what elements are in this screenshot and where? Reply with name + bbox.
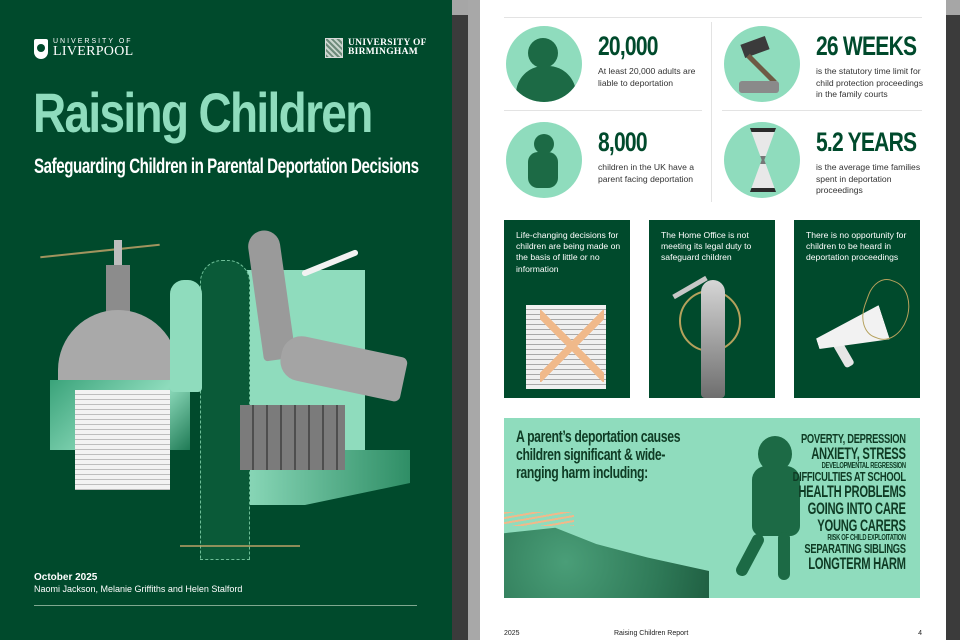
divider [504,17,922,18]
tan-scribble-icon [504,512,574,526]
terraced-houses-icon [240,405,345,470]
child-silhouette-icon [170,280,202,392]
stat-adults-liable [506,26,708,102]
logo-line: LIVERPOOL [53,44,134,59]
harm-item: RISK OF CHILD EXPLOITATION [827,533,906,542]
harm-heading: A parent’s deportation causes children significant & wide-ranging harm including: [516,427,681,483]
stat-description: children in the UK have a parent facing deportation [598,162,695,184]
card-text: Life-changing decisions for children are being made on the basis of little or no information [516,230,621,274]
stat-statutory-time-limit [724,26,945,102]
lady-justice-icon [701,280,725,398]
finding-card-information [504,220,630,398]
report-title: Raising Children [33,81,372,144]
stat-average-proceedings-time [724,122,945,198]
child-silhouette-icon [506,122,582,198]
harm-item: POVERTY, DEPRESSION [801,431,906,446]
hourglass-icon [724,122,800,198]
stat-children-affected [506,122,708,198]
infographic-page[interactable] [480,0,946,640]
cover-page[interactable] [0,0,452,640]
gavel-icon [724,26,800,102]
stat-value: 26 WEEKS [816,31,917,61]
finding-card-safeguarding [649,220,775,398]
harm-item: YOUNG CARERS [817,516,906,535]
liverpool-shield-icon [34,39,48,59]
stat-value: 5.2 YEARS [816,127,917,157]
stat-value: 8,000 [598,127,647,157]
university-of-liverpool-logo [34,38,133,59]
harm-item: LONGTERM HARM [808,554,906,573]
divider [722,110,922,111]
stat-description: At least 20,000 adults are liable to deportation [598,66,696,88]
report-subtitle: Safeguarding Children in Parental Deportation Decisions [34,155,419,178]
harm-item: GOING INTO CARE [807,499,906,518]
page-gap [468,0,480,640]
stat-description: is the average time families spent in deportation proceedings [816,162,921,195]
stat-value: 20,000 [598,31,658,61]
card-text: There is no opportunity for children to be heard in deportation proceedings [806,230,907,263]
university-of-birmingham-logo [325,38,427,58]
viewer-edge [946,0,960,15]
divider [504,110,702,111]
stat-description: is the statutory time limit for child protection proceedings in the family courts [816,66,924,99]
logo-line: UNIVERSITY OF [348,37,427,48]
finding-card-voice [794,220,920,398]
page-number: 4 [918,630,922,637]
key-findings-cards [504,220,920,398]
logo-line: UNIVERSITY OF [53,38,133,45]
harm-item: HEALTH PROBLEMS [798,482,906,501]
harm-panel [504,418,920,598]
cross-mark-icon [540,310,604,382]
harm-item: SEPARATING SIBLINGS [804,541,906,556]
harm-item: ANXIETY, STRESS [811,444,906,463]
stop-hand-icon [255,230,405,410]
publication-date: October 2025 [34,572,98,583]
harm-item: DEVELOPMENTAL REGRESSION [821,461,906,470]
paper-stack-icon [75,390,170,490]
footer-title: Raising Children Report [614,630,689,637]
authors: Naomi Jackson, Melanie Griffiths and Helen Stalford [34,584,243,594]
cover-collage-illustration [30,220,420,565]
birmingham-crest-icon [325,38,343,58]
court-dome-icon [58,240,178,380]
logo-line: BIRMINGHAM [348,47,419,57]
card-text: The Home Office is not meeting its legal duty to safeguard children [661,230,752,263]
viewer-gutter [452,0,468,15]
divider [711,22,712,202]
divider [34,605,417,606]
adult-silhouette-icon [506,26,582,102]
harm-list [743,432,906,572]
harm-item: DIFFICULTIES AT SCHOOL [792,469,906,484]
gold-scribble-icon [180,545,300,547]
footer-year: 2025 [504,630,520,637]
